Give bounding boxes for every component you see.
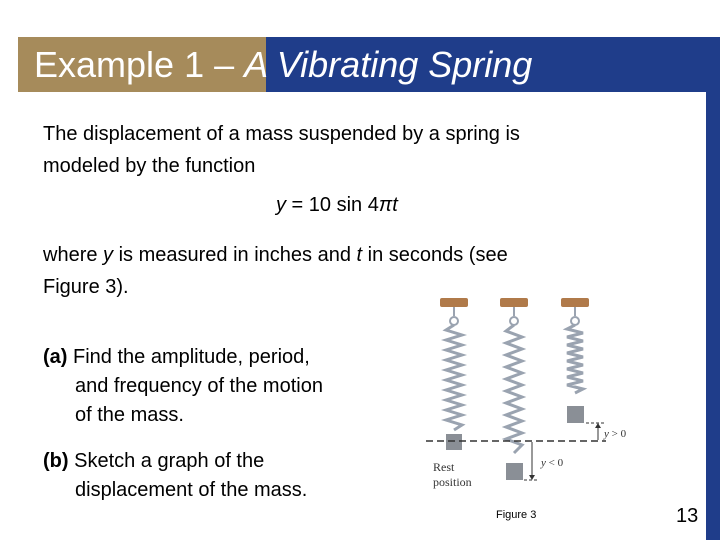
up-arrowhead	[595, 423, 601, 428]
mount-bracket	[561, 298, 589, 307]
coil	[567, 325, 583, 393]
where-text-2: is measured in inches and	[113, 244, 357, 266]
rest-label-line-2: position	[433, 475, 472, 489]
part-b-line-2: displacement of the mass.	[75, 479, 308, 501]
ring	[450, 317, 458, 325]
formula-t: t	[392, 194, 398, 216]
formula-pi: π	[378, 194, 393, 216]
ring	[571, 317, 579, 325]
spring-rest	[440, 298, 468, 450]
intro-line-2: modeled by the function	[43, 155, 256, 177]
part-a-label: (a)	[43, 346, 68, 368]
spring-compressed	[561, 298, 589, 423]
formula	[276, 194, 398, 217]
mass-block	[567, 406, 584, 423]
part-b-label: (b)	[43, 450, 69, 472]
title-italic: A Vibrating Spring	[244, 44, 533, 85]
part-b	[43, 447, 393, 505]
label-y-negative: y < 0	[541, 457, 564, 469]
label-y-positive: y > 0	[604, 428, 627, 440]
where-var-t: t	[356, 244, 363, 266]
where-text-1: where	[43, 244, 104, 266]
coil	[506, 325, 522, 453]
title-prefix: Example 1 –	[34, 44, 245, 85]
part-a-line-2: and frequency of the motion	[75, 375, 323, 397]
spring-figure	[420, 290, 650, 505]
mount-bracket	[500, 298, 528, 307]
where-line-1	[43, 239, 643, 271]
part-a-line-1: Find the amplitude, period,	[67, 346, 310, 368]
mass-block	[446, 434, 462, 450]
title-bar	[18, 37, 720, 92]
spring-stretched	[500, 298, 528, 480]
formula-mid: = 10 sin 4	[286, 194, 379, 216]
slide-title	[34, 44, 532, 86]
mass-block	[506, 463, 523, 480]
where-text-3: in seconds (see	[362, 244, 508, 266]
where-var-y: y	[103, 244, 114, 266]
intro-paragraph	[43, 118, 643, 182]
coil	[446, 325, 462, 430]
down-arrowhead	[529, 475, 535, 480]
ring	[510, 317, 518, 325]
part-a	[43, 343, 393, 430]
figure-caption: Figure 3	[496, 509, 537, 521]
mount-bracket	[440, 298, 468, 307]
intro-line-1: The displacement of a mass suspended by a spring is	[43, 123, 520, 145]
page-number: 13	[676, 505, 699, 527]
where-line-2: Figure 3).	[43, 276, 129, 298]
part-b-line-1: Sketch a graph of the	[68, 450, 265, 472]
right-accent-strip	[706, 92, 720, 540]
part-a-line-3: of the mass.	[75, 404, 184, 426]
formula-y: y	[276, 194, 286, 216]
rest-label-line-1: Rest	[433, 460, 455, 474]
